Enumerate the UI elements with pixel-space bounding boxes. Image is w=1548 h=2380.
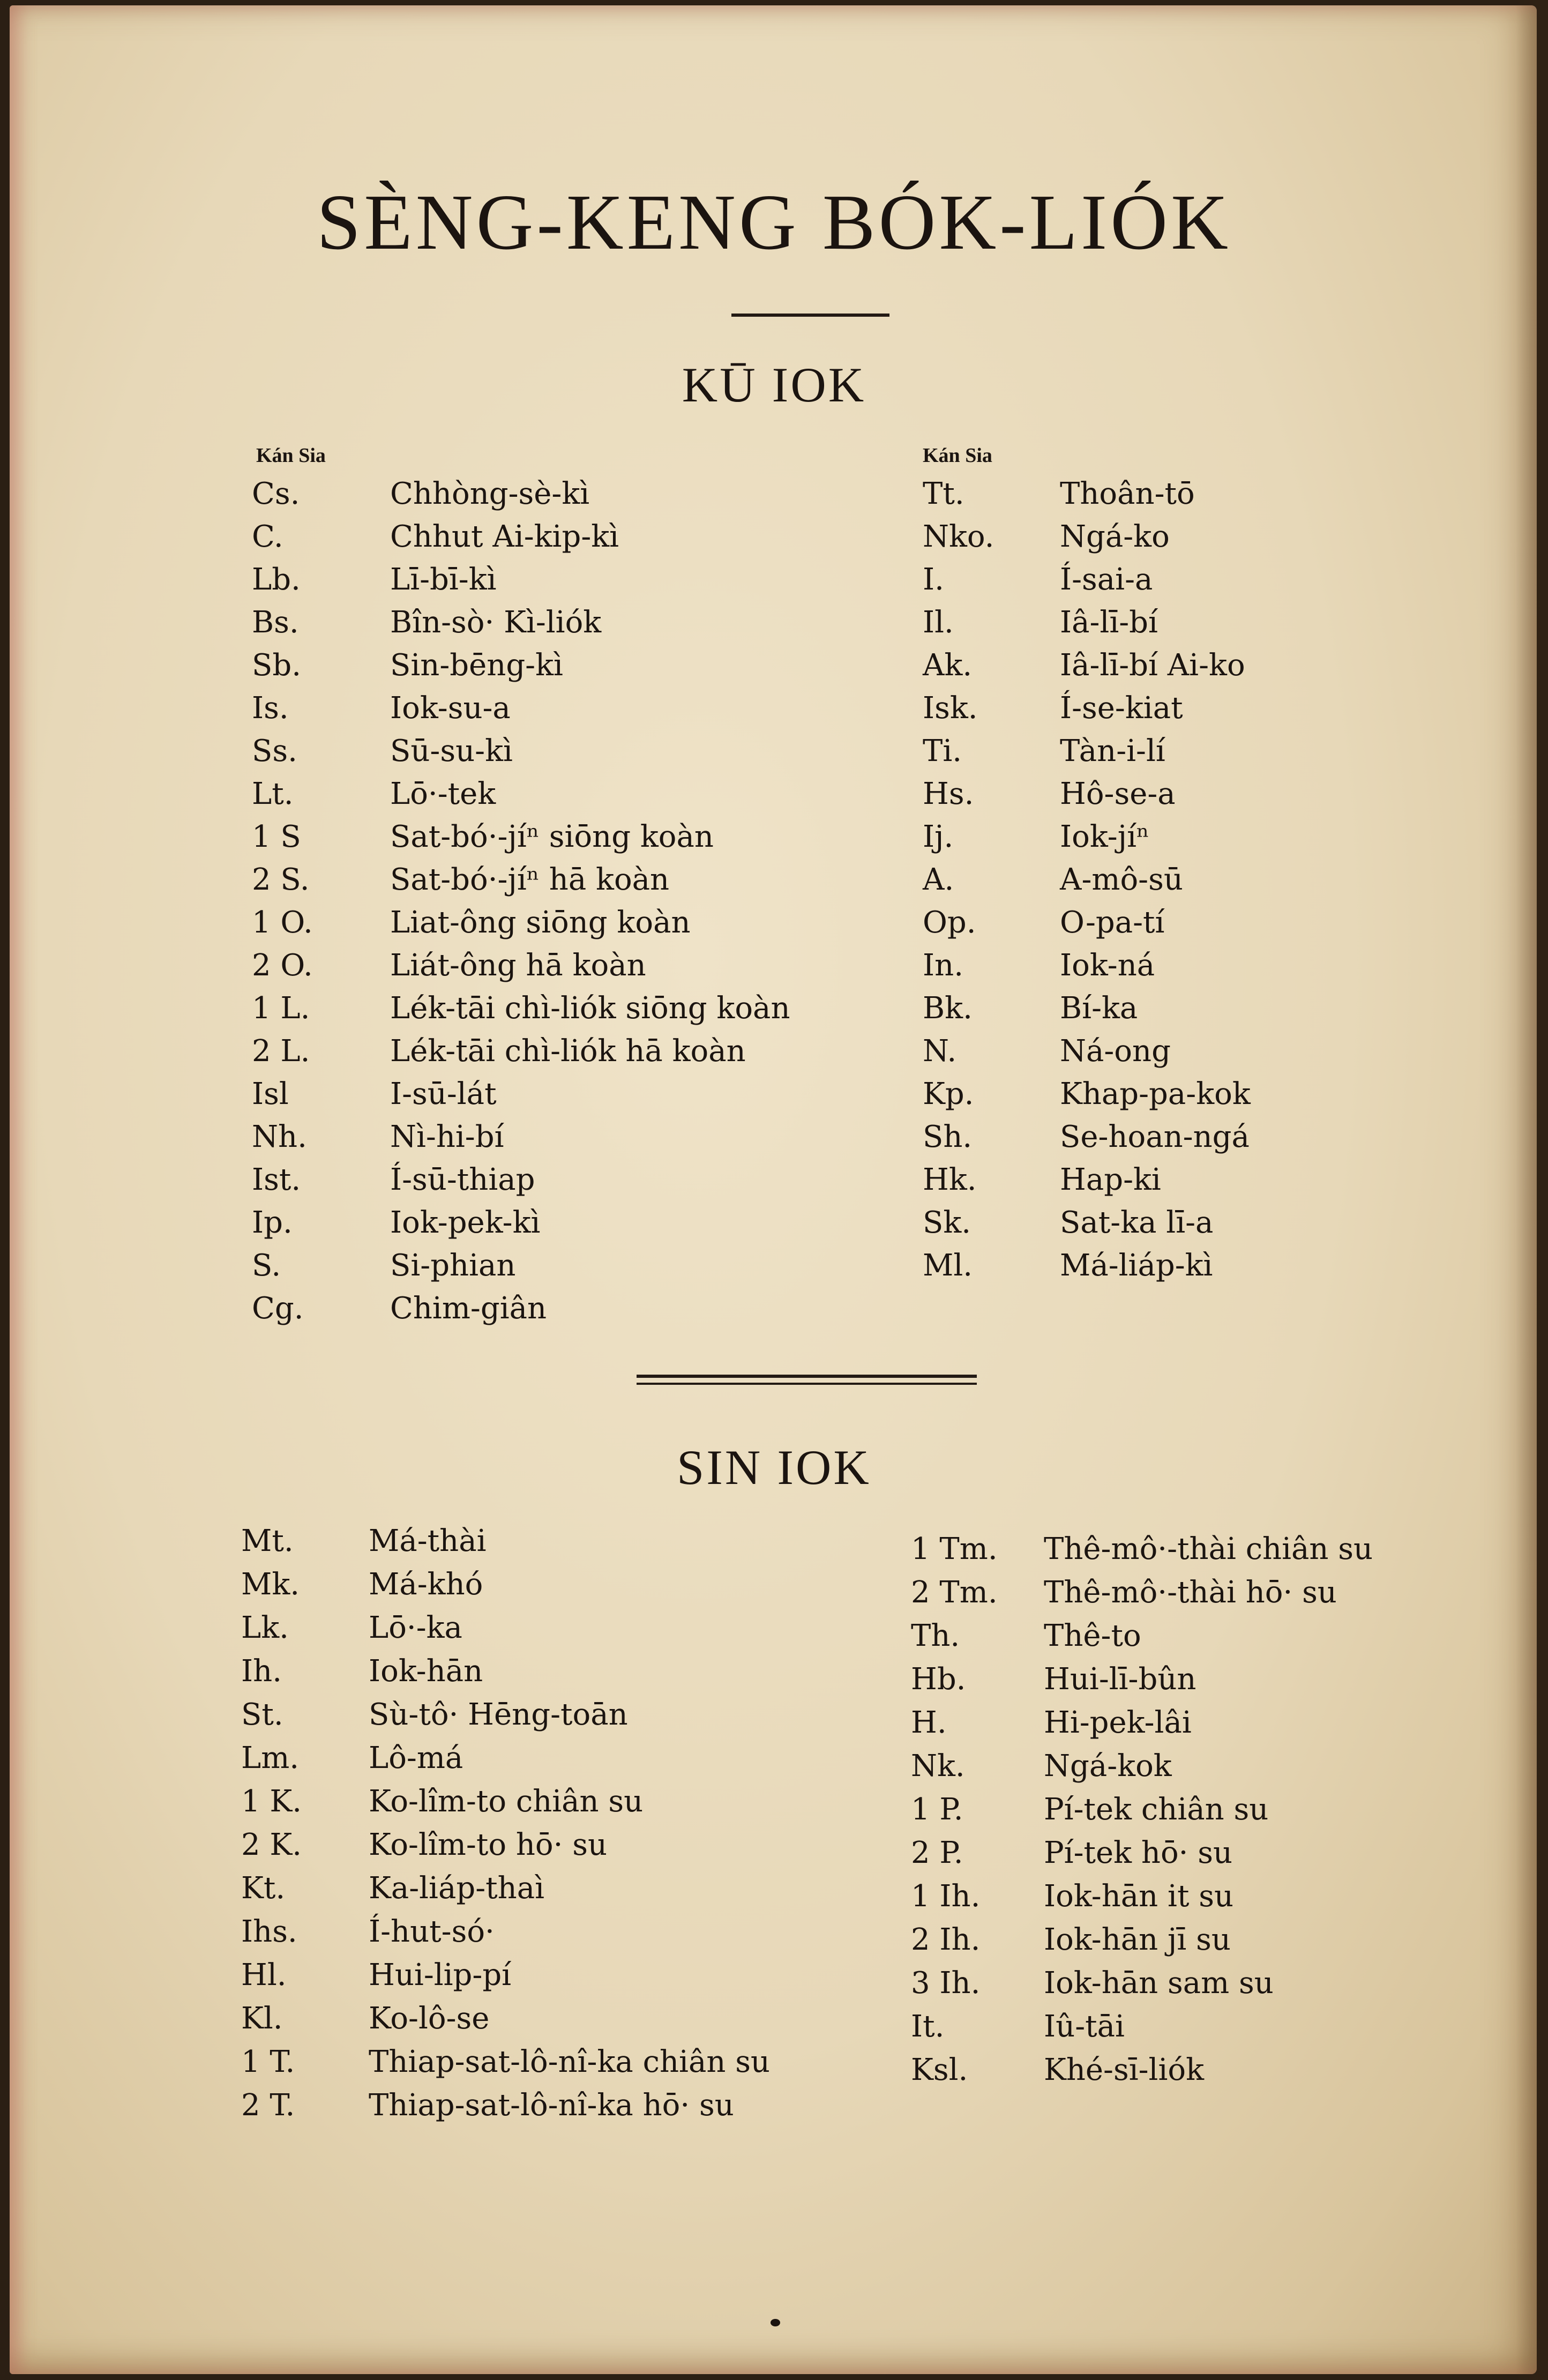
book-name: Sat-bó·-jíⁿ hā koàn (390, 862, 670, 897)
book-abbreviation: Ksl. (911, 2053, 968, 2087)
book-abbreviation: St. (241, 1697, 283, 1732)
book-abbreviation: Il. (923, 605, 954, 640)
book-name: Lō·-tek (390, 777, 496, 811)
book-name: Khé-sī-liók (1044, 2053, 1205, 2087)
book-entry (923, 944, 1459, 987)
book-name: Sù-tô· Hēng-toān (369, 1697, 628, 1732)
page-mark (771, 2319, 780, 2326)
book-abbreviation: Bs. (252, 605, 299, 640)
book-name: Iok-jíⁿ (1060, 819, 1150, 854)
book-entry (241, 1953, 857, 1997)
book-entry (252, 816, 841, 859)
book-entry (252, 1116, 841, 1159)
book-entry (923, 1116, 1459, 1159)
book-abbreviation: Ak. (923, 648, 973, 683)
book-abbreviation: H. (911, 1705, 947, 1740)
book-abbreviation: It. (911, 2009, 945, 2044)
section-divider-bottom (637, 1383, 977, 1385)
new-testament-left-list (241, 1519, 857, 2127)
book-name: Bí-ka (1060, 991, 1138, 1026)
book-abbreviation: Ti. (923, 734, 962, 769)
book-name: Iâ-lī-bí Ai-ko (1060, 648, 1245, 683)
book-name: Sū-su-kì (390, 734, 513, 769)
book-name: Nì-hi-bí (390, 1120, 504, 1154)
book-entry (241, 1519, 857, 1563)
book-abbreviation: In. (923, 948, 963, 983)
book-entry (252, 1287, 841, 1330)
book-name: Chim-giân (390, 1291, 547, 1326)
book-abbreviation: Lb. (252, 562, 301, 597)
book-abbreviation: 1 O. (252, 905, 313, 940)
book-abbreviation: Ih. (241, 1654, 282, 1689)
book-entry (923, 601, 1459, 644)
book-entry (911, 1614, 1500, 1658)
book-entry (911, 2048, 1500, 2092)
book-entry (252, 473, 841, 516)
book-name: Ngá-kok (1044, 1749, 1172, 1784)
book-abbreviation: 1 S (252, 819, 301, 854)
book-name: Iok-su-a (390, 691, 511, 726)
book-entry (241, 1563, 857, 1606)
book-name: Tàn-i-lí (1060, 734, 1165, 769)
book-name: Má-thài (369, 1524, 487, 1558)
book-name: Chhut Ai-kip-kì (390, 519, 619, 554)
book-entry (923, 516, 1459, 558)
book-abbreviation: Sh. (923, 1120, 973, 1154)
book-entry (252, 944, 841, 987)
book-name: Iok-hān sam su (1044, 1966, 1274, 2001)
book-name: Í-sū-thiap (390, 1162, 535, 1197)
book-entry (241, 2084, 857, 2127)
book-entry (252, 1030, 841, 1073)
book-name: Pí-tek chiân su (1044, 1792, 1269, 1827)
book-entry (911, 1961, 1500, 2005)
book-name: Í-sai-a (1060, 562, 1153, 597)
book-entry (923, 987, 1459, 1030)
book-entry (923, 687, 1459, 730)
book-abbreviation: 1 Tm. (911, 1532, 998, 1566)
book-abbreviation: Cg. (252, 1291, 304, 1326)
book-entry (923, 1244, 1459, 1287)
book-entry (252, 773, 841, 816)
column-header-left: Kán Sia (256, 444, 326, 467)
book-name: O-pa-tí (1060, 905, 1165, 940)
book-name: Ngá-ko (1060, 519, 1170, 554)
new-testament-heading: SIN IOK (677, 1440, 871, 1495)
book-entry (923, 1073, 1459, 1116)
book-name: Thê-mô·-thài chiân su (1044, 1532, 1373, 1566)
book-entry (252, 516, 841, 558)
book-name: Thiap-sat-lô-nî-ka chiân su (369, 2045, 770, 2079)
book-entry (252, 558, 841, 601)
book-abbreviation: Ml. (923, 1248, 973, 1283)
book-name: Í-hut-só· (369, 1914, 495, 1949)
book-entry (252, 601, 841, 644)
book-name: Í-se-kiat (1060, 691, 1183, 726)
book-abbreviation: Ij. (923, 819, 954, 854)
old-testament-left-list (252, 473, 841, 1330)
book-name: Liát-ông hā koàn (390, 948, 646, 983)
book-abbreviation: I. (923, 562, 944, 597)
book-entry (252, 1159, 841, 1202)
book-entry (252, 1073, 841, 1116)
book-abbreviation: Bk. (923, 991, 973, 1026)
book-name: Ná-ong (1060, 1034, 1171, 1069)
book-abbreviation: N. (923, 1034, 957, 1069)
book-entry (923, 773, 1459, 816)
book-name: Bîn-sò· Kì-liók (390, 605, 602, 640)
book-entry (252, 901, 841, 944)
book-abbreviation: Kp. (923, 1077, 974, 1111)
book-abbreviation: A. (923, 862, 954, 897)
book-name: Hap-ki (1060, 1162, 1161, 1197)
book-entry (252, 644, 841, 687)
book-name: Thê-to (1044, 1618, 1141, 1653)
book-abbreviation: Nko. (923, 519, 994, 554)
book-abbreviation: 1 K. (241, 1784, 302, 1819)
book-entry (241, 1823, 857, 1867)
book-abbreviation: 2 S. (252, 862, 310, 897)
book-abbreviation: Nk. (911, 1749, 965, 1784)
book-name: Hui-lī-bûn (1044, 1662, 1196, 1697)
book-abbreviation: Lk. (241, 1610, 289, 1645)
book-abbreviation: 2 K. (241, 1827, 302, 1862)
book-abbreviation: Sb. (252, 648, 302, 683)
book-name: Ka-liáp-thaì (369, 1871, 544, 1906)
book-name: Hô-se-a (1060, 777, 1176, 811)
title-divider (731, 314, 889, 317)
book-entry (252, 730, 841, 773)
book-name: Liat-ông siōng koàn (390, 905, 691, 940)
book-abbreviation: Isk. (923, 691, 978, 726)
book-name: Iû-tāi (1044, 2009, 1125, 2044)
book-abbreviation: 2 Ih. (911, 1922, 981, 1957)
book-entry (241, 1693, 857, 1736)
book-abbreviation: S. (252, 1248, 281, 1283)
book-abbreviation: Ss. (252, 734, 297, 769)
book-entry (241, 1997, 857, 2040)
book-entry (241, 1867, 857, 1910)
book-abbreviation: Cs. (252, 476, 300, 511)
book-entry (911, 1875, 1500, 1918)
book-name: Chhòng-sè-kì (390, 476, 590, 511)
old-testament-right-list (923, 473, 1459, 1287)
book-entry (252, 1202, 841, 1244)
book-name: Ko-lîm-to hō· su (369, 1827, 608, 1862)
book-entry (923, 816, 1459, 859)
book-name: Si-phian (390, 1248, 516, 1283)
book-entry (923, 1202, 1459, 1244)
book-abbreviation: Ist. (252, 1162, 301, 1197)
column-header-right: Kán Sia (923, 444, 992, 467)
book-name: Iok-hān (369, 1654, 483, 1689)
book-entry (911, 1571, 1500, 1614)
book-entry (241, 1606, 857, 1650)
book-name: Thiap-sat-lô-nî-ka hō· su (369, 2088, 734, 2123)
page-title: SÈNG-KENG BÓK-LIÓK (316, 178, 1232, 266)
book-abbreviation: Hl. (241, 1958, 287, 1993)
book-entry (241, 1910, 857, 1953)
book-entry (911, 1527, 1500, 1571)
book-abbreviation: Mt. (241, 1524, 294, 1558)
book-abbreviation: 2 Tm. (911, 1575, 998, 1610)
book-entry (923, 730, 1459, 773)
book-entry (911, 1658, 1500, 1701)
book-abbreviation: Kl. (241, 2001, 283, 2036)
book-name: Sat-bó·-jíⁿ siōng koàn (390, 819, 714, 854)
book-name: Lék-tāi chì-liók siōng koàn (390, 991, 790, 1026)
book-entry (241, 2040, 857, 2084)
book-name: Lék-tāi chì-liók hā koàn (390, 1034, 746, 1069)
book-abbreviation: Tt. (923, 476, 964, 511)
book-name: Iâ-lī-bí (1060, 605, 1158, 640)
book-name: Iok-hān jī su (1044, 1922, 1231, 1957)
book-abbreviation: Nh. (252, 1120, 307, 1154)
book-abbreviation: 3 Ih. (911, 1966, 981, 2001)
old-testament-heading: KŪ IOK (682, 357, 866, 412)
book-entry (923, 558, 1459, 601)
book-abbreviation: Lt. (252, 777, 294, 811)
book-name: Sat-ka lī-a (1060, 1205, 1214, 1240)
book-entry (923, 473, 1459, 516)
book-name: I-sū-lát (390, 1077, 497, 1111)
book-entry (252, 687, 841, 730)
book-abbreviation: Kt. (241, 1871, 286, 1906)
book-name: Má-khó (369, 1567, 483, 1602)
book-abbreviation: Hs. (923, 777, 974, 811)
book-name: Lī-bī-kì (390, 562, 497, 597)
book-abbreviation: Ip. (252, 1205, 293, 1240)
section-divider-top (637, 1375, 977, 1378)
book-abbreviation: 2 T. (241, 2088, 295, 2123)
book-name: Ko-lô-se (369, 2001, 490, 2036)
book-entry (911, 1701, 1500, 1744)
book-name: Se-hoan-ngá (1060, 1120, 1250, 1154)
book-entry (252, 987, 841, 1030)
book-entry (923, 1030, 1459, 1073)
book-name: Hi-pek-lâi (1044, 1705, 1192, 1740)
book-entry (241, 1736, 857, 1780)
book-abbreviation: Hb. (911, 1662, 966, 1697)
book-name: Hui-lip-pí (369, 1958, 512, 1993)
book-name: Iok-hān it su (1044, 1879, 1234, 1914)
book-name: Lô-má (369, 1741, 463, 1775)
book-abbreviation: Mk. (241, 1567, 300, 1602)
book-abbreviation: Isl (252, 1077, 289, 1111)
book-name: Pí-tek hō· su (1044, 1836, 1233, 1870)
book-name: Iok-ná (1060, 948, 1155, 983)
book-abbreviation: Sk. (923, 1205, 971, 1240)
book-entry (923, 1159, 1459, 1202)
book-entry (923, 901, 1459, 944)
book-name: Khap-pa-kok (1060, 1077, 1251, 1111)
book-entry (911, 1744, 1500, 1788)
book-entry (923, 644, 1459, 687)
book-name: Iok-pek-kì (390, 1205, 541, 1240)
book-name: Má-liáp-kì (1060, 1248, 1213, 1283)
book-entry (923, 859, 1459, 901)
book-abbreviation: Th. (911, 1618, 960, 1653)
book-abbreviation: 1 T. (241, 2045, 295, 2079)
book-name: Thê-mô·-thài hō· su (1044, 1575, 1337, 1610)
book-abbreviation: Hk. (923, 1162, 977, 1197)
book-entry (252, 1244, 841, 1287)
book-name: Sin-bēng-kì (390, 648, 563, 683)
book-abbreviation: 2 O. (252, 948, 313, 983)
book-entry (911, 1918, 1500, 1961)
book-abbreviation: Ihs. (241, 1914, 297, 1949)
book-abbreviation: 1 Ih. (911, 1879, 981, 1914)
book-entry (241, 1780, 857, 1823)
book-abbreviation: 2 P. (911, 1836, 963, 1870)
book-abbreviation: 1 P. (911, 1792, 963, 1827)
book-entry (911, 1831, 1500, 1875)
book-name: Thoân-tō (1060, 476, 1195, 511)
book-abbreviation: 2 L. (252, 1034, 310, 1069)
book-abbreviation: Op. (923, 905, 976, 940)
book-entry (241, 1650, 857, 1693)
book-entry (911, 1788, 1500, 1831)
book-name: Lō·-ka (369, 1610, 462, 1645)
new-testament-right-list (911, 1527, 1500, 2092)
book-name: Ko-lîm-to chiân su (369, 1784, 644, 1819)
book-abbreviation: 1 L. (252, 991, 310, 1026)
book-abbreviation: Is. (252, 691, 289, 726)
book-name: A-mô-sū (1060, 862, 1183, 897)
book-entry (911, 2005, 1500, 2048)
book-abbreviation: C. (252, 519, 283, 554)
book-entry (252, 859, 841, 901)
book-abbreviation: Lm. (241, 1741, 300, 1775)
